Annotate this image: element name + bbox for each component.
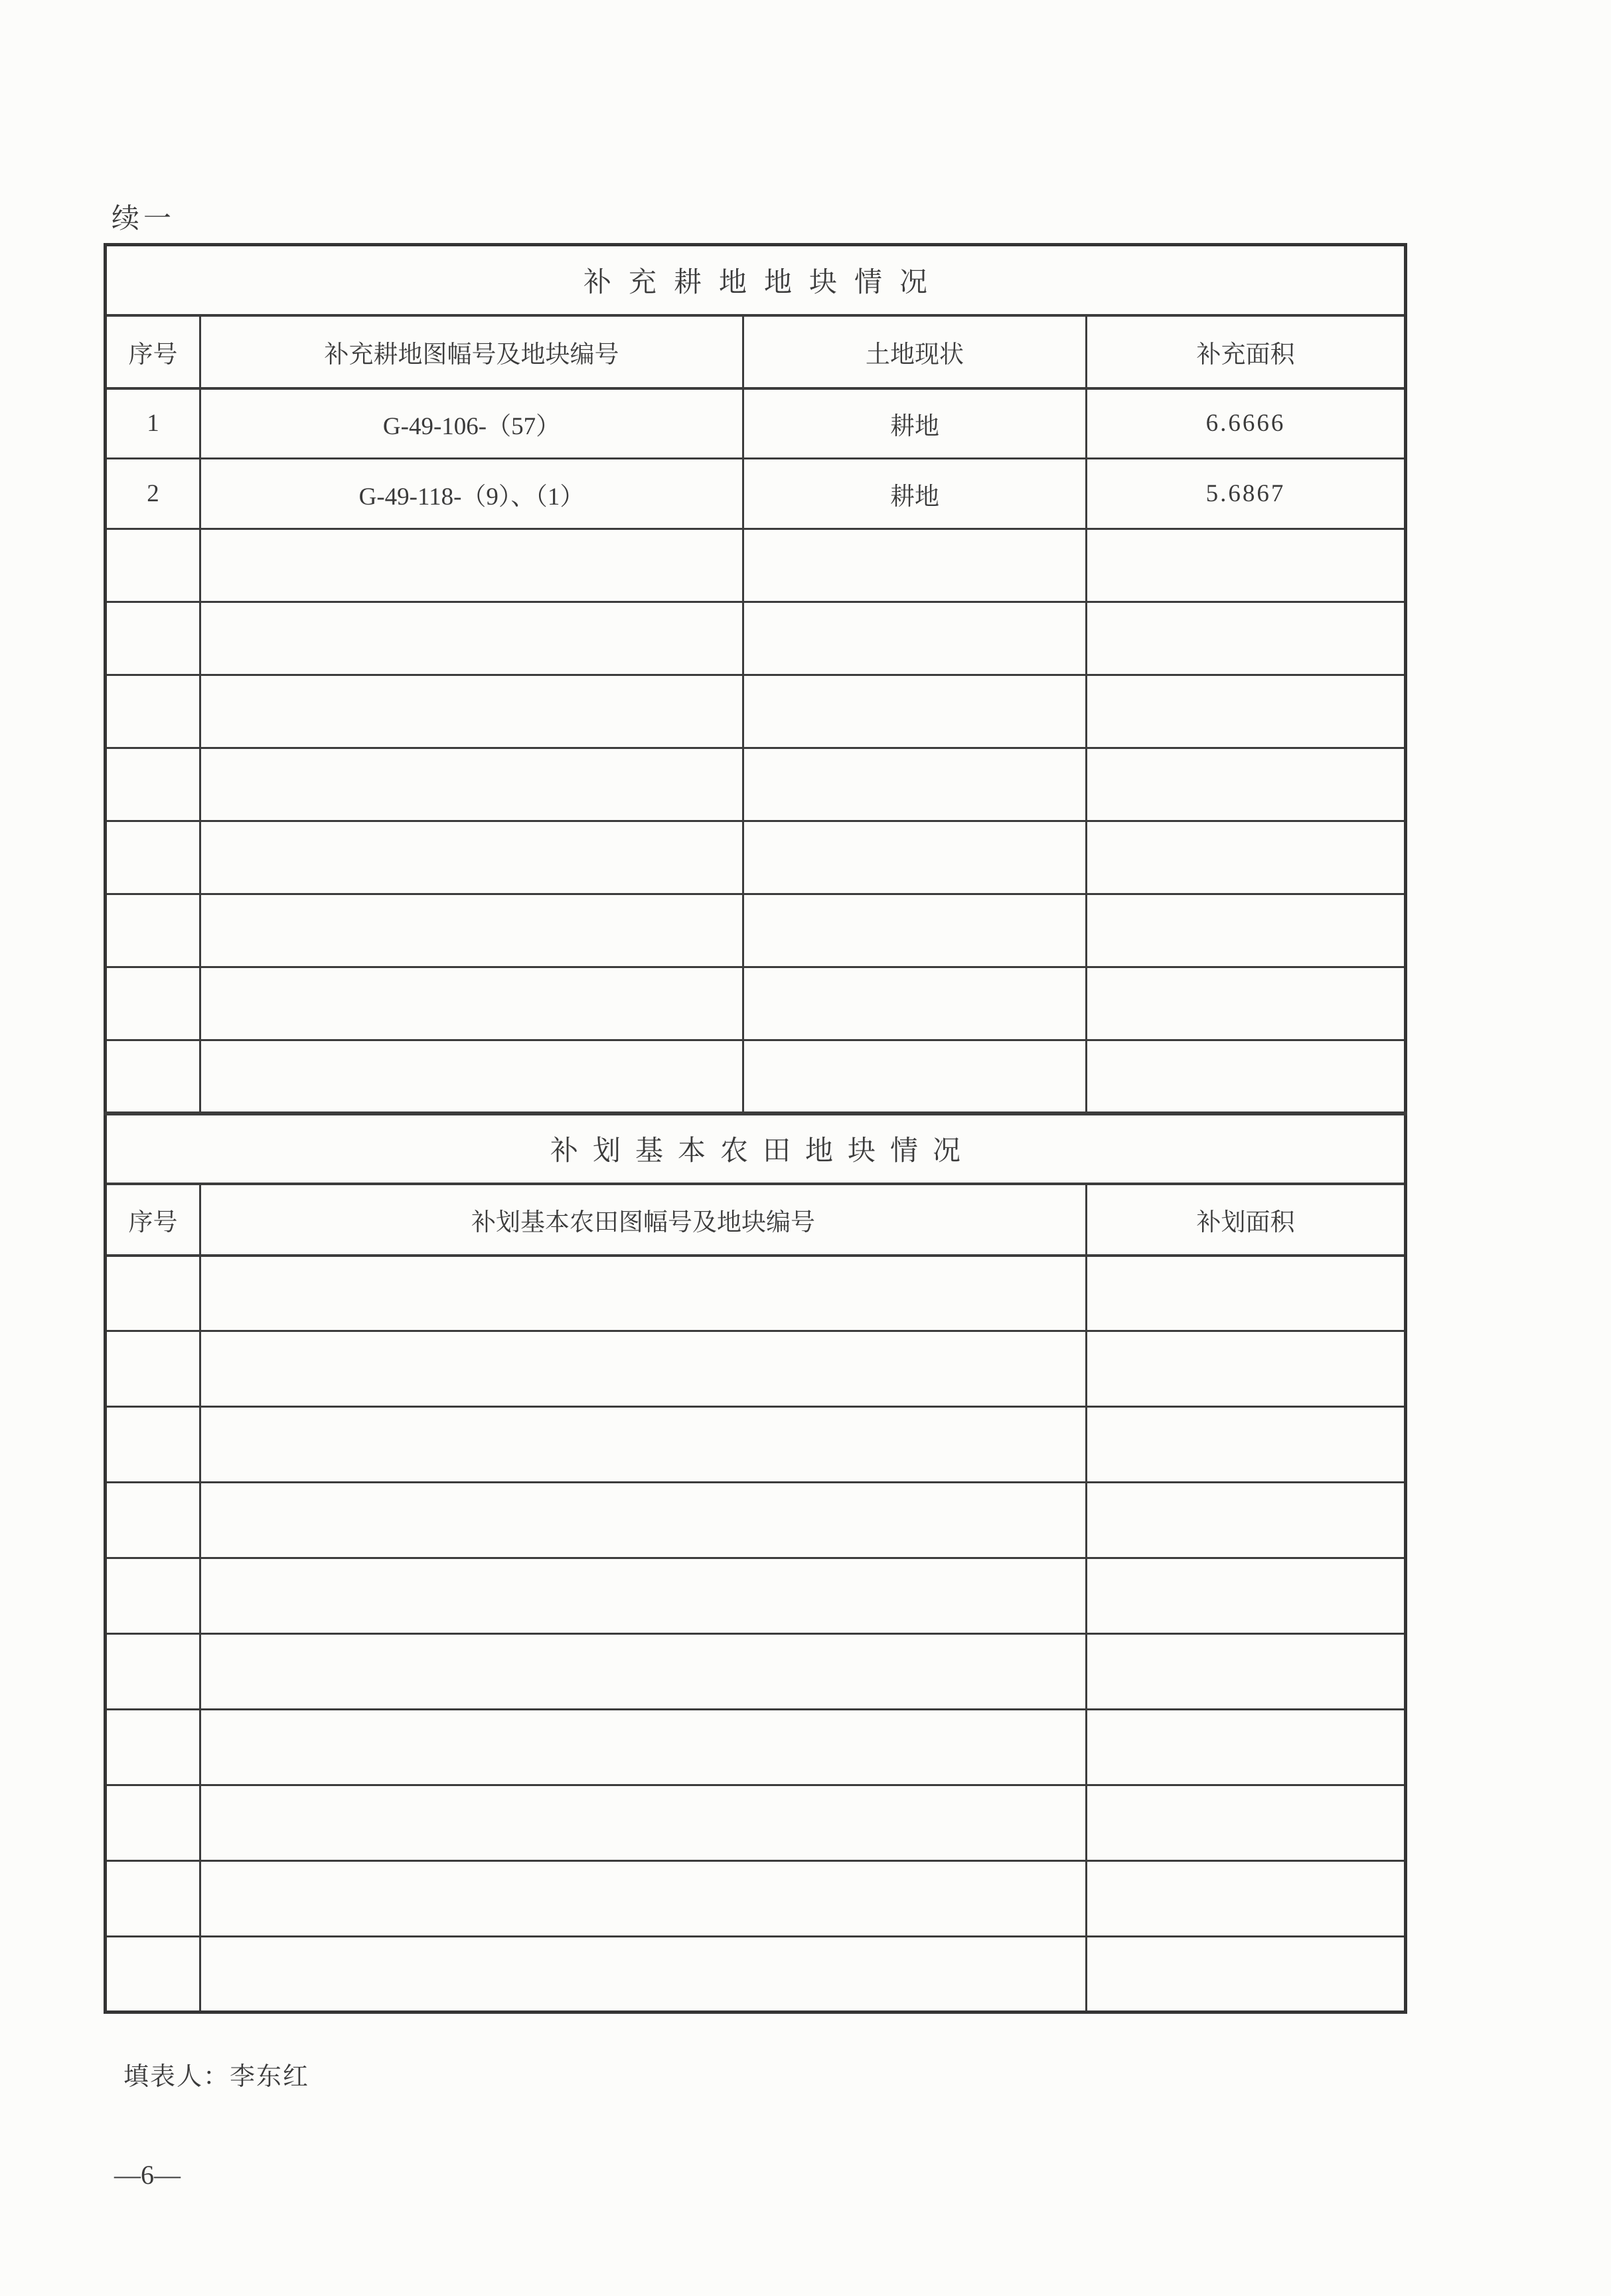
empty-cell: [106, 1331, 200, 1407]
empty-cell: [1087, 1710, 1406, 1785]
empty-cell: [200, 1256, 1087, 1331]
empty-cell: [1087, 821, 1406, 894]
empty-cell: [743, 675, 1087, 748]
empty-cell: [200, 1634, 1087, 1710]
empty-cell: [1087, 894, 1406, 967]
empty-cell: [106, 1937, 200, 2012]
empty-cell: [106, 1558, 200, 1634]
empty-cell: [1087, 602, 1406, 675]
supplement-empty-row: [106, 675, 1406, 748]
page-number: —6—: [114, 2160, 181, 2190]
empty-cell: [1087, 748, 1406, 821]
empty-cell: [1087, 1861, 1406, 1937]
supplement-table-title: 补充耕地地块情况: [106, 245, 1406, 315]
empty-cell: [106, 1407, 200, 1483]
farmland-empty-row: [106, 1331, 1406, 1407]
empty-cell: [106, 1634, 200, 1710]
supplement-empty-row: [106, 821, 1406, 894]
empty-cell: [1087, 1407, 1406, 1483]
supplement-empty-row: [106, 967, 1406, 1040]
land-plot-form-table: [104, 243, 1407, 2014]
empty-cell: [743, 967, 1087, 1040]
empty-cell: [200, 967, 743, 1040]
empty-cell: [106, 1710, 200, 1785]
header-seq: 序号: [106, 315, 200, 388]
empty-cell: [200, 821, 743, 894]
cell-map-plot-no: G-49-118-（9）、（1）: [200, 459, 743, 529]
cell-map-plot-no: G-49-106-（57）: [200, 388, 743, 459]
header-seq: 序号: [106, 1184, 200, 1256]
empty-cell: [1087, 529, 1406, 602]
empty-cell: [200, 1483, 1087, 1558]
empty-cell: [1087, 675, 1406, 748]
farmland-empty-row: [106, 1861, 1406, 1937]
farmland-table-title-row: [106, 1113, 1406, 1184]
empty-cell: [106, 748, 200, 821]
empty-cell: [106, 1861, 200, 1937]
header-supplement-area: 补充面积: [1087, 315, 1406, 388]
empty-cell: [200, 1331, 1087, 1407]
farmland-empty-row: [106, 1937, 1406, 2012]
empty-cell: [106, 602, 200, 675]
empty-cell: [200, 675, 743, 748]
empty-cell: [106, 821, 200, 894]
empty-cell: [106, 1785, 200, 1861]
empty-cell: [200, 602, 743, 675]
farmland-empty-row: [106, 1558, 1406, 1634]
supplement-data-row-2: [106, 459, 1406, 529]
empty-cell: [1087, 1040, 1406, 1113]
cell-supplement-area: 5.6867: [1087, 459, 1406, 529]
empty-cell: [200, 1861, 1087, 1937]
empty-cell: [743, 894, 1087, 967]
farmland-empty-row: [106, 1256, 1406, 1331]
supplement-empty-row: [106, 529, 1406, 602]
empty-cell: [106, 1040, 200, 1113]
header-map-plot-no: 补充耕地图幅号及地块编号: [200, 315, 743, 388]
header-farmland-area: 补划面积: [1087, 1184, 1406, 1256]
farmland-empty-row: [106, 1407, 1406, 1483]
empty-cell: [1087, 967, 1406, 1040]
empty-cell: [106, 675, 200, 748]
filled-by-name: 李东红: [230, 2063, 310, 2091]
empty-cell: [1087, 1937, 1406, 2012]
empty-cell: [200, 1710, 1087, 1785]
farmland-empty-row: [106, 1483, 1406, 1558]
empty-cell: [200, 1937, 1087, 2012]
empty-cell: [200, 1785, 1087, 1861]
empty-cell: [200, 894, 743, 967]
empty-cell: [743, 529, 1087, 602]
empty-cell: [743, 821, 1087, 894]
empty-cell: [106, 894, 200, 967]
empty-cell: [106, 1483, 200, 1558]
empty-cell: [743, 602, 1087, 675]
empty-cell: [106, 1256, 200, 1331]
filled-by-line: [123, 2056, 309, 2092]
empty-cell: [200, 529, 743, 602]
empty-cell: [743, 748, 1087, 821]
supplement-empty-row: [106, 894, 1406, 967]
empty-cell: [1087, 1331, 1406, 1407]
farmland-empty-row: [106, 1710, 1406, 1785]
empty-cell: [1087, 1483, 1406, 1558]
empty-cell: [1087, 1785, 1406, 1861]
farmland-table-title: 补划基本农田地块情况: [106, 1113, 1406, 1184]
empty-cell: [1087, 1256, 1406, 1331]
supplement-table-title-row: [106, 245, 1406, 315]
empty-cell: [200, 1558, 1087, 1634]
cell-land-status: 耕地: [743, 388, 1087, 459]
cell-seq: 1: [106, 388, 200, 459]
cell-seq: 2: [106, 459, 200, 529]
empty-cell: [106, 967, 200, 1040]
supplement-header-row: [106, 315, 1406, 388]
supplement-empty-row: [106, 602, 1406, 675]
continuation-label: 续一: [112, 204, 176, 234]
farmland-header-row: [106, 1184, 1406, 1256]
empty-cell: [1087, 1634, 1406, 1710]
supplement-empty-row: [106, 1040, 1406, 1113]
empty-cell: [200, 1040, 743, 1113]
filled-by-label: 填表人：: [123, 2063, 230, 2091]
empty-cell: [200, 1407, 1087, 1483]
empty-cell: [200, 748, 743, 821]
empty-cell: [106, 529, 200, 602]
empty-cell: [1087, 1558, 1406, 1634]
supplement-data-row-1: [106, 388, 1406, 459]
farmland-empty-row: [106, 1785, 1406, 1861]
header-farmland-map-plot-no: 补划基本农田图幅号及地块编号: [200, 1184, 1087, 1256]
supplement-empty-row: [106, 748, 1406, 821]
farmland-empty-row: [106, 1634, 1406, 1710]
cell-land-status: 耕地: [743, 459, 1087, 529]
header-land-status: 土地现状: [743, 315, 1087, 388]
cell-supplement-area: 6.6666: [1087, 388, 1406, 459]
empty-cell: [743, 1040, 1087, 1113]
